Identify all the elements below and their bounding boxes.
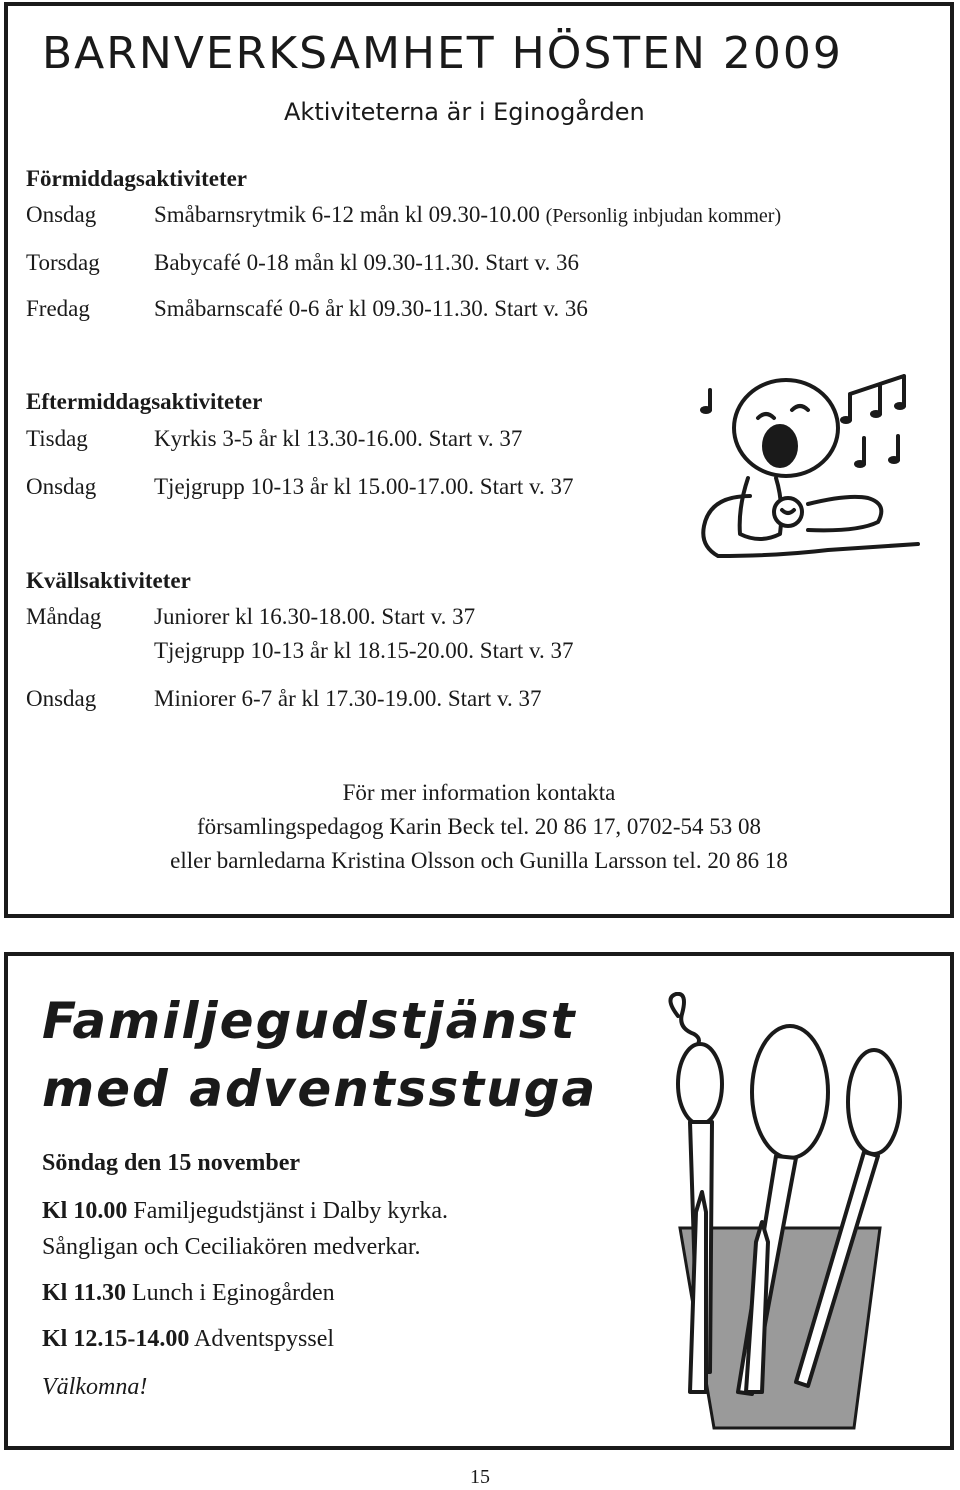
activity-text: Juniorer kl 16.30-18.00. Start v. 37 [154,604,476,629]
schedule-time: Kl 12.15-14.00 [42,1326,190,1352]
schedule-text: Sångligan och Ceciliakören medverkar. [42,1234,421,1260]
morning-heading: Förmiddagsaktiviteter [26,166,248,191]
location-subtitle: Aktiviteterna är i Eginogården [284,98,645,126]
evening-heading: Kvällsaktiviteter [26,568,191,593]
activity-text: Miniorer 6-7 år kl 17.30-19.00. Start v. 37 [154,686,542,711]
activity-text: Tjejgrupp 10-13 år kl 18.15-20.00. Start v. 37 [154,638,574,663]
brush-jar-illustration [628,992,918,1438]
contact-line: eller barnledarna Kristina Olsson och Gunilla Larsson tel. 20 86 18 [170,848,788,873]
family-service-panel [4,952,954,1450]
day-label: Fredag [26,296,90,321]
schedule-item [42,1198,448,1225]
activity-text: Småbarnscafé 0-6 år kl 09.30-11.30. Start v. 36 [154,296,588,321]
day-label: Onsdag [26,202,97,227]
schedule-item [42,1234,421,1261]
activity-text: Småbarnsrytmik 6-12 mån kl 09.30-10.00 [154,202,540,227]
service-title-line1: Familjegudstjänst [42,992,577,1050]
page-number: 15 [470,1466,490,1488]
day-label: Onsdag [26,474,97,499]
schedule-time: Kl 11.30 [42,1280,127,1306]
children-activities-panel [4,2,954,918]
schedule-text: Familjegudstjänst i Dalby kyrka. [133,1198,448,1224]
page-title: BARNVERKSAMHET HÖSTEN 2009 [42,28,843,79]
closing-text: Välkomna! [42,1374,148,1400]
schedule-text: Adventspyssel [194,1326,335,1352]
activity-text: Tjejgrupp 10-13 år kl 15.00-17.00. Start v. 37 [154,474,574,499]
contact-line: För mer information kontakta [342,780,616,805]
schedule-item [42,1326,334,1353]
service-title-line2: med adventsstuga [42,1060,598,1118]
schedule-text: Lunch i Eginogården [132,1280,335,1306]
schedule-time: Kl 10.00 [42,1198,128,1224]
invitation-note: (Personlig inbjudan kommer) [545,205,782,227]
singing-child-illustration [688,366,928,566]
schedule-item [42,1280,335,1307]
day-label: Torsdag [26,250,100,275]
activity-text: Kyrkis 3-5 år kl 13.30-16.00. Start v. 37 [154,426,523,451]
day-label: Måndag [26,604,102,629]
day-label: Tisdag [26,426,88,451]
afternoon-heading: Eftermiddagsaktiviteter [26,389,263,414]
service-date: Söndag den 15 november [42,1150,301,1176]
activity-text: Babycafé 0-18 mån kl 09.30-11.30. Start v. 36 [154,250,579,275]
contact-line: församlingspedagog Karin Beck tel. 20 86 17, 0702-54 53 08 [196,814,762,839]
day-label: Onsdag [26,686,97,711]
